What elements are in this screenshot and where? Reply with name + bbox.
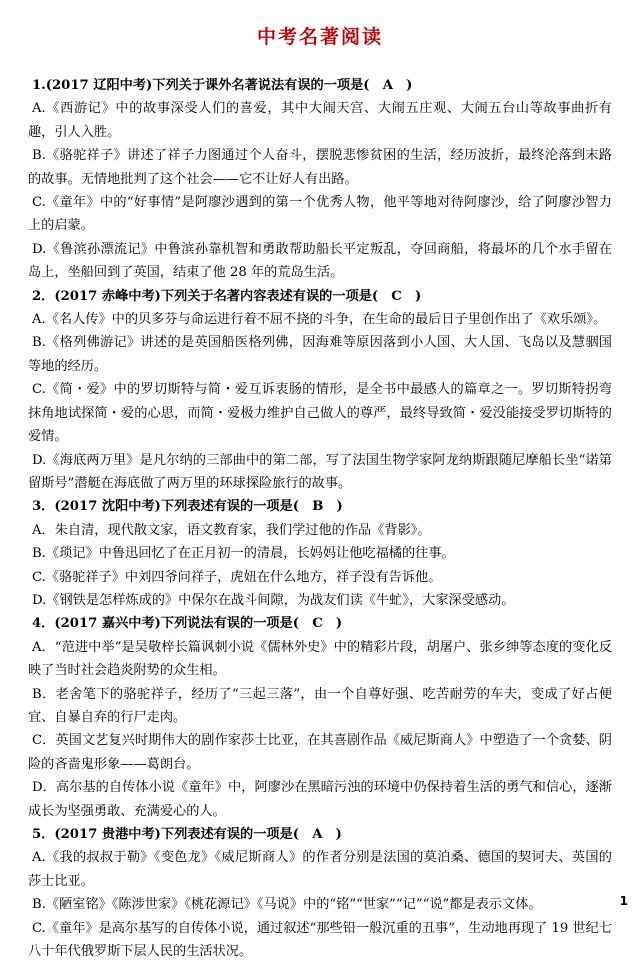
question-1 [28,74,612,285]
question-5 [28,823,612,963]
question-stem: 1.(2017 辽阳中考)下列关于课外名著说法有误的一项是( A ) [32,78,413,93]
option-c: C.《童年》是高尔基写的自传体小说，通过叙述“那些铅一般沉重的丑事”，生动地再现了 19 世纪七八十年代俄罗斯下层人民的生活状况。 [28,920,612,960]
option-c: C.《骆驼祥子》中刘四爷问祥子，虎妞在什么地方，祥子没有告诉他。 [32,569,442,585]
question-2 [28,285,612,496]
option-c: C.《童年》中的“好事情”是阿廖沙遇到的第一个优秀人物，他平等地对待阿廖沙，给了阿廖沙智力上的启蒙。 [28,195,612,234]
question-list [28,74,612,963]
option-b: B．老舍笔下的骆驼祥子，经历了“三起三落”，由一个自尊好强、吃苦耐劳的车夫，变成了好占便宜、自暴自弃的行尸走肉。 [28,686,612,725]
question-stem: 5．(2017 贵港中考)下列表述有误的一项是( A ) [32,827,342,842]
question-stem: 3．(2017 沈阳中考)下列表述有误的一项是( B ) [32,499,343,515]
page-title: 中考名著阅读 [256,26,383,48]
option-a: A．朱自清，现代散文家，语文教育家，我们学过他的作品《背影》。 [32,522,431,538]
option-c: C.《简・爱》中的罗切斯特与简・爱互诉衷肠的情形，是全书中最感人的篇章之一。罗切斯特拐弯抹角地试探简・爱的心思，而简・爱极力维护自己做人的尊严，最终导致简・爱没能接受罗切斯特的爱情。 [28,382,612,445]
option-a: A.《西游记》中的故事深受人们的喜爱，其中大闹天宫、大闹五庄观、大闹五台山等故事曲折有趣，引人入胜。 [28,101,612,140]
option-a: A.《我的叔叔于勒》《变色龙》《威尼斯商人》的作者分别是法国的莫泊桑、德国的契诃夫、英国的莎士比亚。 [28,850,612,889]
option-a: A．“范进中举”是吴敬梓长篇讽刺小说《儒林外史》中的精彩片段，胡屠户、张乡绅等态度的变化反映了当时社会趋炎附势的众生相。 [28,639,612,679]
option-d: D.《鲁滨孙漂流记》中鲁滨孙靠机智和勇敢帮助船长平定叛乱，夺回商船，将最坏的几个水手留在岛上，坐船回到了英国，结束了他 28 年的荒岛生活。 [28,241,612,281]
question-3 [28,495,612,612]
option-b: B.《骆驼祥子》讲述了祥子力图通过个人奋斗，摆脱悲惨贫困的生活，经历波折，最终沦落到末路的故事。无情地批判了这个社会——它不让好人有出路。 [28,148,612,187]
question-stem: 4．(2017 嘉兴中考)下列说法有误的一项是( C ) [32,616,343,632]
page-number: 1 [619,894,628,908]
option-a: A.《名人传》中的贝多芬与命运进行着不屈不挠的斗争，在生命的最后日子里创作出了《欢乐颂》。 [32,312,607,328]
option-d: D.《海底两万里》是凡尔纳的三部曲中的第二部，写了法国生物学家阿龙纳斯跟随尼摩船长坐“诺第留斯号”潜艇在海底做了两万里的环球探险旅行的故事。 [28,452,612,491]
question-stem: 2．(2017 赤峰中考)下列关于名著内容表述有误的一项是( C ) [32,288,422,304]
option-c: C．英国文艺复兴时期伟大的剧作家莎士比亚，在其喜剧作品《威尼斯商人》中塑造了一个贪婪、阴险的吝啬鬼形象——葛朗台。 [28,733,612,772]
option-d: D．高尔基的自传体小说《童年》中，阿廖沙在黑暗污浊的环境中仍保持着生活的勇气和信心，逐渐成长为坚强勇敢、充满爱心的人。 [28,780,612,819]
option-b: B.《陋室铭》《陈涉世家》《桃花源记》《马说》中的“铭”“世家”“记”“说”都是表示文体。 [32,897,542,913]
option-b: B.《琐记》中鲁迅回忆了在正月初一的清晨，长妈妈让他吃福橘的往事。 [32,546,455,562]
question-4 [28,612,612,823]
option-d: D.《钢铁是怎样炼成的》中保尔在战斗间隙，为战友们读《牛虻》，大家深受感动。 [32,592,515,608]
option-b: B.《格列佛游记》讲述的是英国船医格列佛，因海难等原因落到小人国、大人国、飞岛以及慧骃国等地的经历。 [28,335,612,374]
